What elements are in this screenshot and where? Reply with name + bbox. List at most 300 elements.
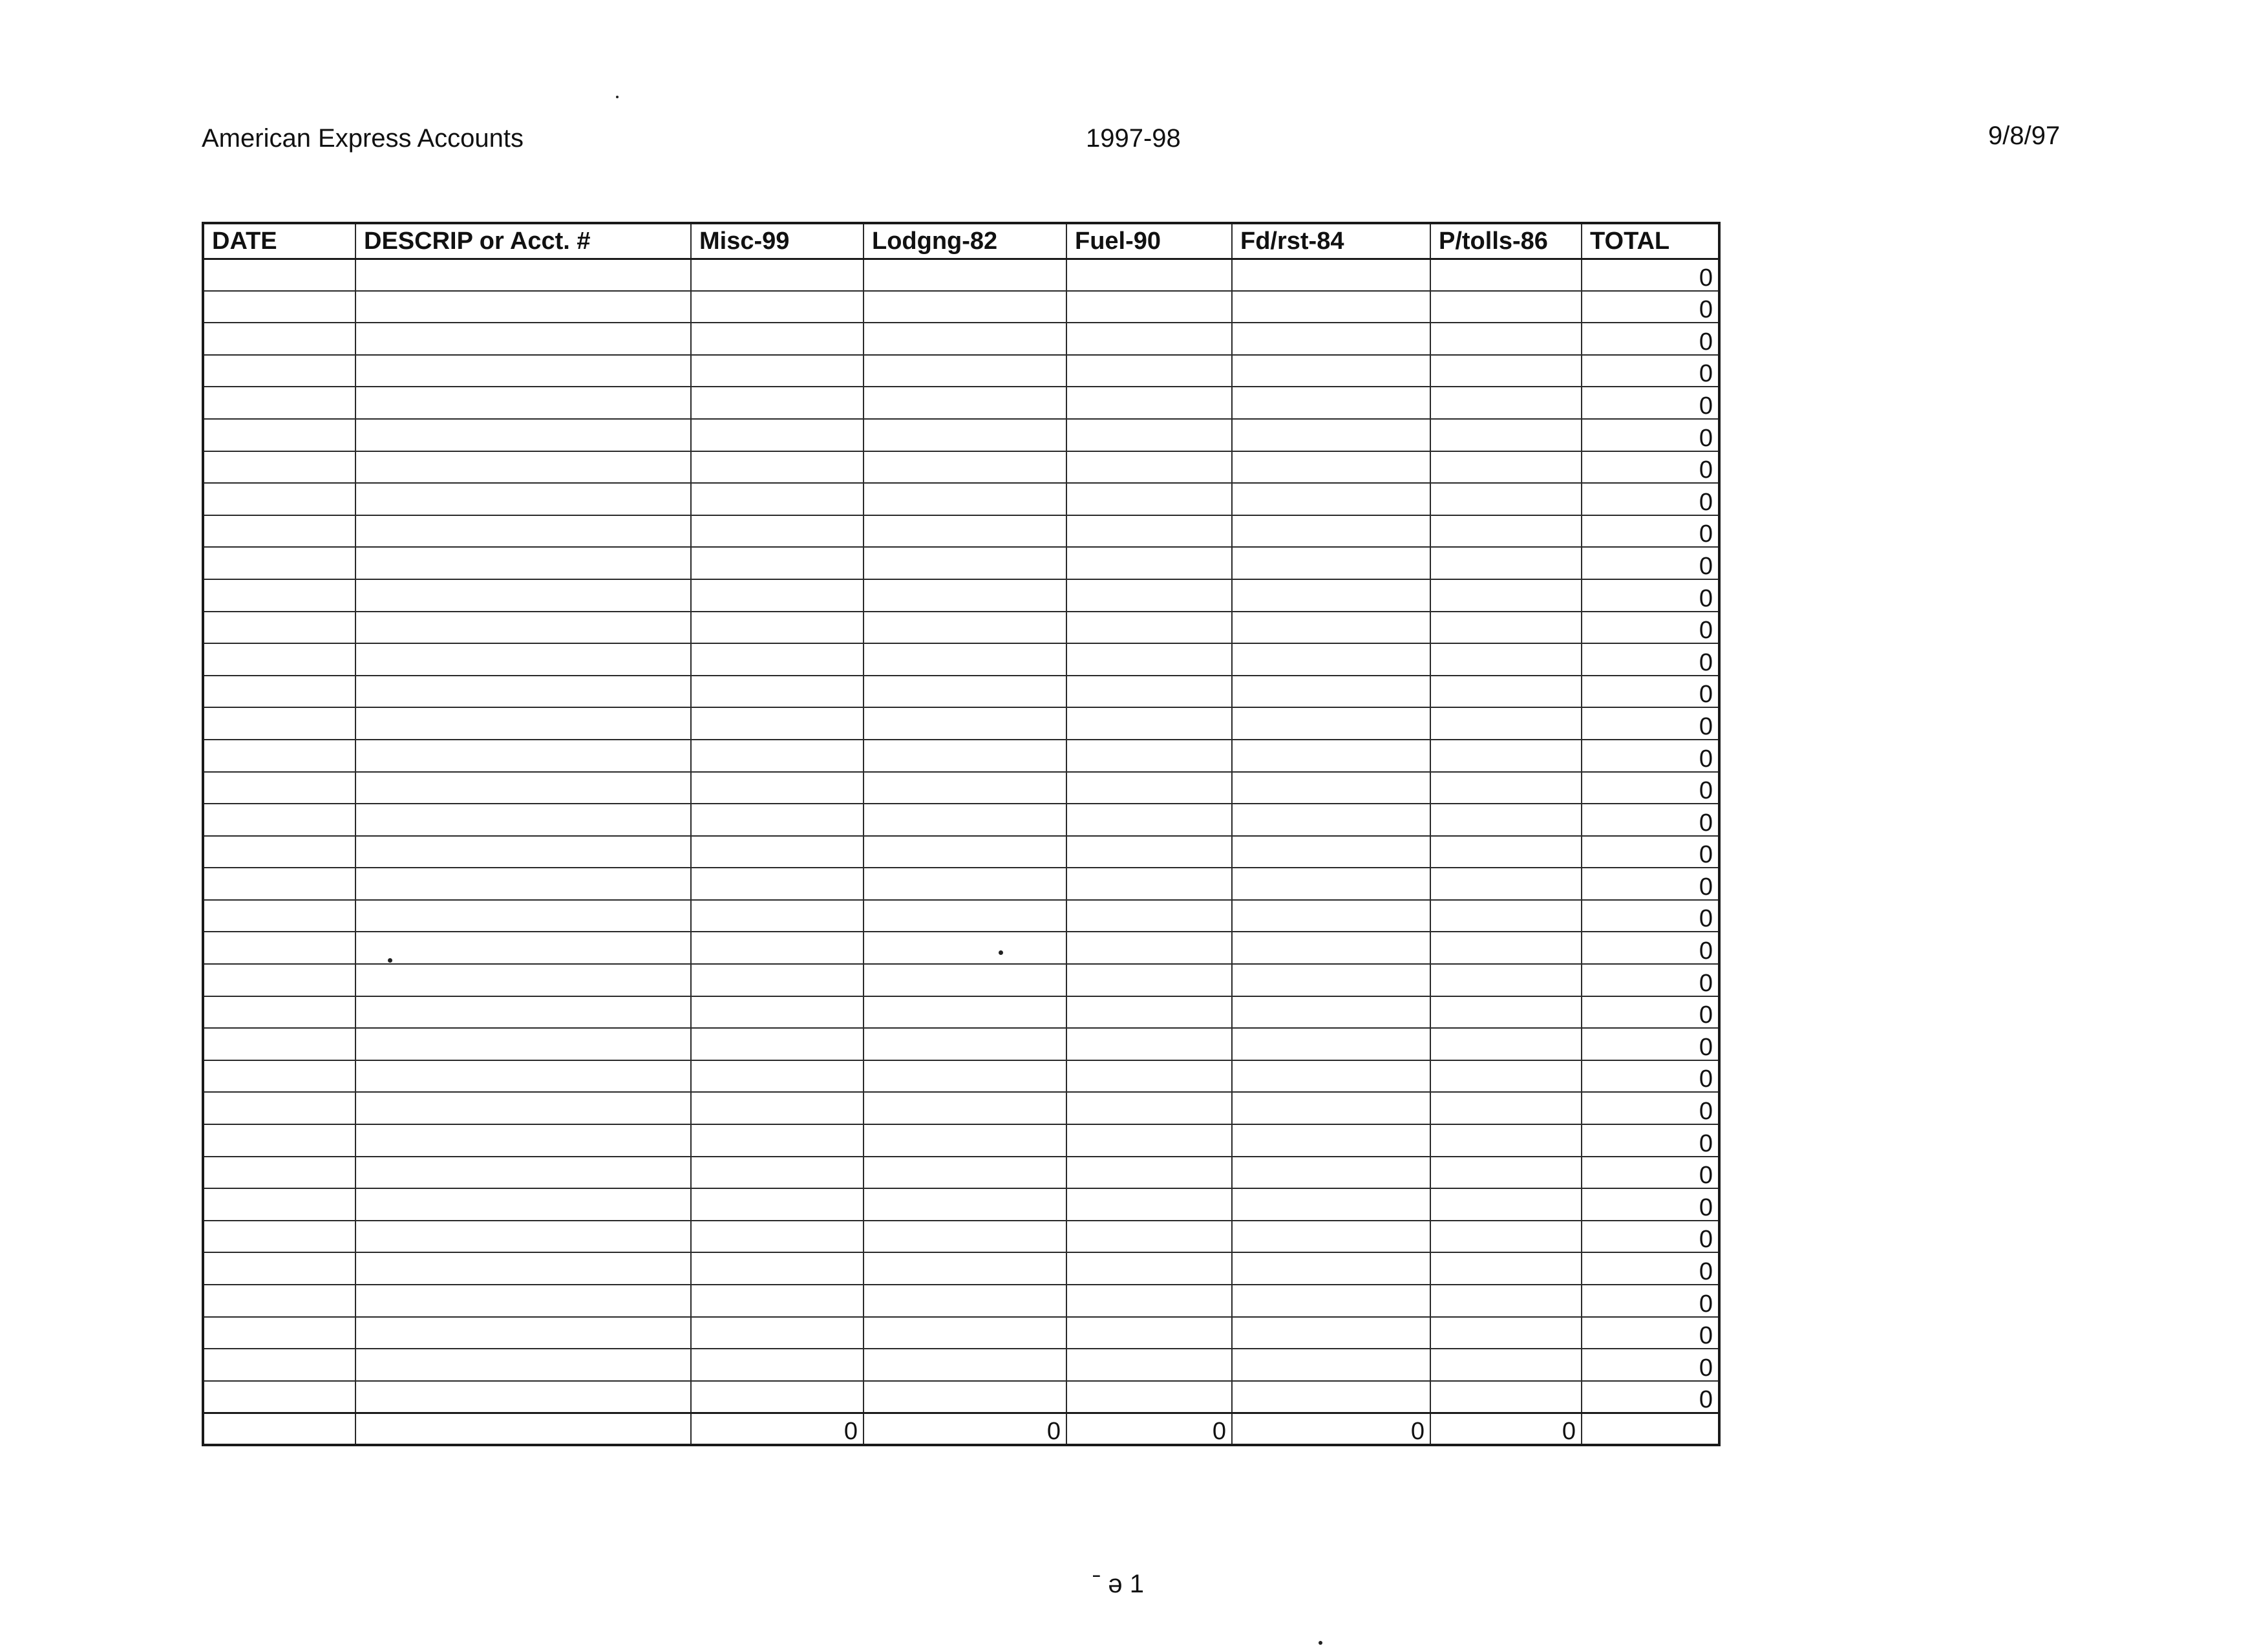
table-cell: [1066, 1092, 1232, 1124]
table-cell: [691, 355, 864, 387]
table-cell: [691, 323, 864, 355]
total-cell: 0: [1232, 1413, 1430, 1445]
table-cell: [1232, 707, 1430, 740]
table-cell: [203, 323, 355, 355]
report-date: 9/8/97: [1988, 122, 2061, 150]
table-cell: [864, 900, 1066, 932]
table-cell: [355, 740, 691, 772]
table-cell: [864, 419, 1066, 451]
table-cell: [1066, 387, 1232, 419]
table-cell: [691, 996, 864, 1029]
table-cell: [1430, 323, 1582, 355]
scan-speck: [616, 96, 619, 98]
table-cell: [1066, 932, 1232, 964]
table-cell: [355, 1252, 691, 1285]
table-cell: [203, 740, 355, 772]
table-cell: 0: [1582, 1317, 1719, 1349]
table-cell: [203, 515, 355, 548]
table-cell: [1430, 1028, 1582, 1060]
table-cell: [355, 1060, 691, 1093]
table-cell: [203, 1349, 355, 1381]
table-cell: [203, 1188, 355, 1221]
table-cell: [1430, 259, 1582, 291]
table-cell: [1430, 355, 1582, 387]
table-cell: [355, 259, 691, 291]
table-cell: [691, 1028, 864, 1060]
table-cell: 0: [1582, 676, 1719, 708]
table-cell: [203, 612, 355, 644]
table-cell: [864, 612, 1066, 644]
table-cell: [355, 323, 691, 355]
table-cell: 0: [1582, 291, 1719, 323]
table-cell: [691, 707, 864, 740]
column-header: Misc-99: [691, 223, 864, 259]
table-cell: [355, 1381, 691, 1413]
table-cell: 0: [1582, 932, 1719, 964]
table-cell: [1232, 676, 1430, 708]
table-cell: [864, 1188, 1066, 1221]
table-cell: [203, 932, 355, 964]
table-cell: [1232, 419, 1430, 451]
table-cell: [355, 291, 691, 323]
table-cell: [1066, 515, 1232, 548]
table-cell: [355, 1157, 691, 1189]
table-cell: [1066, 323, 1232, 355]
table-cell: [691, 419, 864, 451]
table-cell: [1232, 1060, 1430, 1093]
table-cell: 0: [1582, 1188, 1719, 1221]
table-row: [203, 1028, 1719, 1060]
table-cell: [864, 1157, 1066, 1189]
table-row: [203, 836, 1719, 868]
table-cell: 0: [1582, 996, 1719, 1029]
table-cell: [691, 1124, 864, 1157]
table-cell: [691, 1285, 864, 1317]
table-cell: [1066, 291, 1232, 323]
table-cell: [1232, 547, 1430, 579]
table-row: [203, 868, 1719, 900]
table-cell: [1430, 291, 1582, 323]
table-cell: [203, 419, 355, 451]
table-cell: [1232, 483, 1430, 515]
table-cell: [1066, 707, 1232, 740]
table-cell: [691, 836, 864, 868]
column-header: DATE: [203, 223, 355, 259]
table-row: [203, 451, 1719, 484]
table-cell: [203, 804, 355, 836]
table-row: [203, 547, 1719, 579]
table-cell: [1430, 1060, 1582, 1093]
table-cell: 0: [1582, 515, 1719, 548]
table-cell: 0: [1582, 579, 1719, 612]
table-cell: [1232, 740, 1430, 772]
table-cell: 0: [1582, 868, 1719, 900]
table-cell: 0: [1582, 1349, 1719, 1381]
table-cell: [1430, 483, 1582, 515]
table-cell: 0: [1582, 1285, 1719, 1317]
table-row: [203, 676, 1719, 708]
table-cell: [203, 1124, 355, 1157]
table-row: [203, 1060, 1719, 1093]
table-cell: [1232, 836, 1430, 868]
table-cell: [355, 1028, 691, 1060]
table-cell: [1232, 355, 1430, 387]
table-cell: [1232, 932, 1430, 964]
table-cell: [203, 676, 355, 708]
table-cell: [1430, 643, 1582, 676]
table-cell: [1430, 579, 1582, 612]
table-cell: [1066, 612, 1232, 644]
total-cell: [203, 1413, 355, 1445]
table-row: [203, 1285, 1719, 1317]
table-cell: [864, 1060, 1066, 1093]
table-cell: [691, 451, 864, 484]
table-cell: [1066, 1349, 1232, 1381]
table-cell: [1232, 515, 1430, 548]
table-cell: [1430, 451, 1582, 484]
table-cell: [691, 547, 864, 579]
table-row: [203, 483, 1719, 515]
table-cell: [864, 836, 1066, 868]
column-header: Fuel-90: [1066, 223, 1232, 259]
table-cell: [1430, 419, 1582, 451]
table-cell: [1232, 1381, 1430, 1413]
table-row: [203, 1381, 1719, 1413]
column-header: Lodgng-82: [864, 223, 1066, 259]
table-cell: [203, 1221, 355, 1253]
table-cell: 0: [1582, 355, 1719, 387]
table-cell: [1430, 1157, 1582, 1189]
table-cell: [203, 1317, 355, 1349]
table-cell: [1066, 996, 1232, 1029]
table-cell: 0: [1582, 900, 1719, 932]
table-cell: [1232, 1188, 1430, 1221]
table-cell: [1430, 515, 1582, 548]
table-cell: [691, 740, 864, 772]
table-cell: [1066, 804, 1232, 836]
table-cell: [1066, 1317, 1232, 1349]
table-cell: 0: [1582, 707, 1719, 740]
table-cell: [203, 483, 355, 515]
table-cell: [1232, 1285, 1430, 1317]
table-cell: [203, 772, 355, 804]
table-cell: [203, 1285, 355, 1317]
table-row: [203, 291, 1719, 323]
table-cell: [864, 1349, 1066, 1381]
table-cell: [355, 836, 691, 868]
table-cell: [355, 676, 691, 708]
table-cell: [1066, 451, 1232, 484]
table-cell: [1232, 1221, 1430, 1253]
table-cell: [864, 707, 1066, 740]
table-cell: [1430, 772, 1582, 804]
table-cell: [1066, 868, 1232, 900]
table-row: [203, 932, 1719, 964]
table-row: [203, 707, 1719, 740]
table-cell: [203, 387, 355, 419]
table-cell: [355, 900, 691, 932]
table-cell: [1232, 868, 1430, 900]
table-cell: [1430, 836, 1582, 868]
table-cell: [691, 1252, 864, 1285]
table-row: [203, 804, 1719, 836]
table-cell: [1066, 676, 1232, 708]
table-cell: [864, 676, 1066, 708]
table-cell: [203, 900, 355, 932]
table-cell: [691, 900, 864, 932]
table-cell: [1430, 1124, 1582, 1157]
table-cell: [864, 387, 1066, 419]
table-cell: [864, 291, 1066, 323]
table-cell: [691, 964, 864, 996]
table-cell: [355, 1188, 691, 1221]
table-row: [203, 1124, 1719, 1157]
table-cell: [864, 515, 1066, 548]
column-header: Fd/rst-84: [1232, 223, 1430, 259]
table-cell: [1232, 964, 1430, 996]
table-cell: [1430, 804, 1582, 836]
table-cell: 0: [1582, 259, 1719, 291]
table-cell: 0: [1582, 419, 1719, 451]
table-cell: 0: [1582, 740, 1719, 772]
scan-speck: [388, 958, 392, 963]
table-row: [203, 323, 1719, 355]
table-cell: [1066, 1381, 1232, 1413]
table-row: [203, 1157, 1719, 1189]
table-cell: [691, 579, 864, 612]
table-cell: 0: [1582, 836, 1719, 868]
column-header: DESCRIP or Acct. #: [355, 223, 691, 259]
table-cell: [1066, 259, 1232, 291]
table-cell: [691, 515, 864, 548]
table-cell: [864, 1124, 1066, 1157]
table-cell: [1430, 707, 1582, 740]
total-cell: [355, 1413, 691, 1445]
table-cell: [1232, 1028, 1430, 1060]
table-cell: [864, 1221, 1066, 1253]
table-cell: [691, 387, 864, 419]
table-row: [203, 964, 1719, 996]
table-row: [203, 515, 1719, 548]
table-cell: [864, 740, 1066, 772]
table-cell: [1066, 900, 1232, 932]
table-cell: [355, 579, 691, 612]
table-row: [203, 1252, 1719, 1285]
table-row: [203, 355, 1719, 387]
table-cell: [1232, 900, 1430, 932]
table-cell: 0: [1582, 1252, 1719, 1285]
totals-row: [203, 1413, 1719, 1445]
page-number: ˉ ə 1: [1092, 1570, 1145, 1598]
table-cell: 0: [1582, 1157, 1719, 1189]
report-title: American Express Accounts: [202, 124, 524, 153]
table-cell: [355, 451, 691, 484]
table-cell: [691, 291, 864, 323]
total-cell: 0: [1430, 1413, 1582, 1445]
table-cell: [355, 612, 691, 644]
table-cell: [1232, 579, 1430, 612]
table-cell: 0: [1582, 804, 1719, 836]
table-cell: [1232, 1124, 1430, 1157]
table-cell: [203, 707, 355, 740]
table-cell: [864, 579, 1066, 612]
table-cell: [691, 868, 864, 900]
table-cell: [864, 483, 1066, 515]
table-cell: [1430, 964, 1582, 996]
table-cell: [1066, 1285, 1232, 1317]
table-cell: [864, 868, 1066, 900]
table-cell: [203, 451, 355, 484]
table-cell: [1232, 1092, 1430, 1124]
table-cell: [864, 1317, 1066, 1349]
table-cell: [864, 804, 1066, 836]
table-cell: [355, 483, 691, 515]
table-cell: [1066, 355, 1232, 387]
table-cell: [864, 1381, 1066, 1413]
table-cell: [1066, 547, 1232, 579]
table-cell: [355, 419, 691, 451]
table-cell: [355, 1221, 691, 1253]
table-cell: [1066, 1252, 1232, 1285]
table-cell: 0: [1582, 964, 1719, 996]
table-cell: [1066, 1188, 1232, 1221]
table-cell: [864, 259, 1066, 291]
table-cell: [864, 547, 1066, 579]
table-cell: [203, 1028, 355, 1060]
table-cell: [1232, 291, 1430, 323]
table-cell: [1066, 579, 1232, 612]
table-cell: [1066, 1124, 1232, 1157]
table-cell: 0: [1582, 323, 1719, 355]
table-row: [203, 612, 1719, 644]
table-cell: [1430, 1092, 1582, 1124]
table-cell: [691, 483, 864, 515]
table-cell: [1430, 1381, 1582, 1413]
fiscal-period: 1997-98: [1086, 124, 1181, 153]
table-cell: [203, 1157, 355, 1189]
table-cell: [691, 1157, 864, 1189]
table-cell: [1066, 964, 1232, 996]
table-cell: [864, 451, 1066, 484]
table-cell: [203, 259, 355, 291]
table-cell: [1232, 996, 1430, 1029]
table-cell: [1430, 387, 1582, 419]
table-cell: [355, 1317, 691, 1349]
table-cell: 0: [1582, 451, 1719, 484]
table-cell: 0: [1582, 612, 1719, 644]
total-cell: 0: [691, 1413, 864, 1445]
table-row: [203, 772, 1719, 804]
table-cell: [203, 643, 355, 676]
table-cell: [1066, 836, 1232, 868]
table-row: [203, 1092, 1719, 1124]
total-cell: 0: [864, 1413, 1066, 1445]
table-cell: [355, 387, 691, 419]
table-cell: [1232, 451, 1430, 484]
table-cell: [1430, 740, 1582, 772]
table-cell: 0: [1582, 1092, 1719, 1124]
column-header: P/tolls-86: [1430, 223, 1582, 259]
table-cell: 0: [1582, 1381, 1719, 1413]
table-row: [203, 643, 1719, 676]
table-cell: [864, 355, 1066, 387]
table-cell: [691, 932, 864, 964]
table-cell: [1232, 772, 1430, 804]
table-cell: [203, 964, 355, 996]
table-cell: [1066, 483, 1232, 515]
total-cell: [1582, 1413, 1719, 1445]
table-cell: [1430, 1317, 1582, 1349]
table-cell: [1066, 643, 1232, 676]
table-cell: [691, 612, 864, 644]
table-cell: 0: [1582, 1124, 1719, 1157]
table-row: [203, 1317, 1719, 1349]
table-row: [203, 996, 1719, 1029]
table-row: [203, 740, 1719, 772]
table-cell: [203, 547, 355, 579]
table-cell: [355, 996, 691, 1029]
table-cell: 0: [1582, 387, 1719, 419]
table-row: [203, 1349, 1719, 1381]
table-cell: 0: [1582, 483, 1719, 515]
table-cell: [1232, 643, 1430, 676]
table-cell: [355, 1285, 691, 1317]
table-row: [203, 900, 1719, 932]
table-cell: [355, 804, 691, 836]
table-cell: [864, 643, 1066, 676]
table-cell: [864, 964, 1066, 996]
table-row: [203, 1221, 1719, 1253]
table-cell: [1430, 1252, 1582, 1285]
table-cell: [1066, 1221, 1232, 1253]
table-cell: [864, 1028, 1066, 1060]
table-cell: [355, 1092, 691, 1124]
table-cell: [1232, 1317, 1430, 1349]
scan-speck: [1319, 1641, 1322, 1645]
table-cell: [691, 804, 864, 836]
table-cell: [1066, 1157, 1232, 1189]
table-cell: 0: [1582, 1221, 1719, 1253]
table-cell: [1430, 1221, 1582, 1253]
table-cell: [355, 964, 691, 996]
table-cell: 0: [1582, 1060, 1719, 1093]
table-cell: [1232, 323, 1430, 355]
table-cell: [1430, 1188, 1582, 1221]
table-cell: [203, 836, 355, 868]
table-cell: [864, 996, 1066, 1029]
table-cell: [355, 868, 691, 900]
table-cell: [355, 772, 691, 804]
table-cell: [691, 1317, 864, 1349]
table-cell: [691, 1221, 864, 1253]
table-cell: [864, 323, 1066, 355]
table-cell: [1430, 676, 1582, 708]
table-cell: [691, 676, 864, 708]
table-cell: [203, 579, 355, 612]
table-row: [203, 387, 1719, 419]
table-cell: [355, 547, 691, 579]
table-cell: [691, 643, 864, 676]
table-row: [203, 579, 1719, 612]
table-cell: [1430, 868, 1582, 900]
table-cell: [355, 515, 691, 548]
table-cell: [864, 1092, 1066, 1124]
table-cell: [355, 707, 691, 740]
table-cell: 0: [1582, 772, 1719, 804]
table-cell: [1232, 1157, 1430, 1189]
table-cell: [1430, 612, 1582, 644]
table-cell: [1232, 259, 1430, 291]
